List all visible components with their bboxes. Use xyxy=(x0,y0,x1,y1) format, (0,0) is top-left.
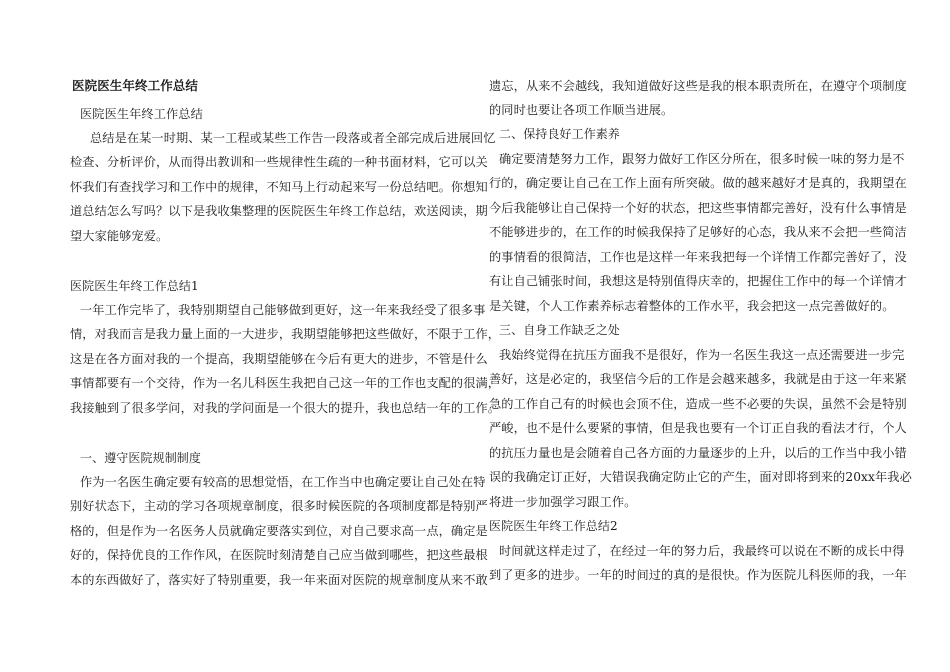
paragraph-line: 将进一步加强学习跟工作。 xyxy=(489,495,637,509)
paragraph-line: 时间就这样走过了，在经过一年的努力后，我最终可以说在不断的成长中得 xyxy=(499,544,905,558)
section-heading: 医院医生年终工作总结2 xyxy=(489,519,618,533)
paragraph-line: 遗忘，从来不会越线，我知道做好这些是我的根本职责所在，在遵守个项制度 xyxy=(489,79,907,93)
paragraph-line: 事情都要有一个交待，作为一名儿科医生我把自己这一年的工作也支配的很满， xyxy=(70,376,501,390)
paragraph-line: 是关键，个人工作素养标志着整体的工作水平，我会把这一点完善做好的。 xyxy=(489,299,895,313)
paragraph-line: 确定要清楚努力工作，跟努力做好工作区分所在，很多时候一味的努力是不 xyxy=(499,152,905,166)
paragraph-line: 行的，确定要让自己在工作上面有所突破。做的越来越好才是真的，我期望在 xyxy=(489,176,907,190)
paragraph-line: 望大家能够宠爱。 xyxy=(70,229,169,243)
paragraph-line: 本的东西做好了，落实好了特别重要，我一年来面对医院的规章制度从来不敢 xyxy=(70,573,488,587)
paragraph-line: 一年工作完毕了，我特别期望自己能够做到更好，这一年来我经受了很多事 xyxy=(80,303,486,317)
paragraph-line: 好的，保持优良的工作作风，在医院时刻清楚自己应当做到哪些，把这些最根 xyxy=(70,548,488,562)
section-heading: 三、自身工作缺乏之处 xyxy=(499,323,621,337)
paragraph-line: 格的，但是作为一名医务人员就确定要落实到位，对自己要求高一点，确定是 xyxy=(70,524,488,538)
paragraph-line: 到了更多的进步。一年的时间过的真的是很快。作为医院儿科医师的我，一年 xyxy=(489,568,907,582)
paragraph-line: 这是在各方面对我的一个提高，我期望能够在今后有更大的进步，不管是什么 xyxy=(70,352,488,366)
paragraph-line: 道总结怎么写吗？以下是我收集整理的医院医生年终工作总结，欢送阅读，期 xyxy=(70,204,488,218)
paragraph-line: 的同时也要让各项工作顺当进展。 xyxy=(489,103,674,117)
section-heading: 一、遵守医院规制制度 xyxy=(80,451,202,465)
paragraph-line: 的事情看的很简洁，工作也是这样一年来我把每一个详情工作都完善好了，没 xyxy=(489,250,907,264)
paragraph-line: 别好状态下，主动的学习各项规章制度，很多时候医院的各项制度都是特别严 xyxy=(70,499,488,513)
paragraph-line: 有让自己铺张时间，我想这是特别值得庆幸的，把握住工作中的每一个详情才 xyxy=(489,274,907,288)
subtitle-line: 医院医生年终工作总结 xyxy=(80,107,203,121)
paragraph-line: 误的我确定订正好，大错误我确定防止它的产生，面对即将到来的20xx年我必 xyxy=(489,470,912,484)
paragraph-line: 我始终觉得在抗压方面我不是很好，作为一名医生我这一点还需要进一步完 xyxy=(499,348,905,362)
paragraph-line: 急的工作自己有的时候也会顶不住，造成一些不必要的失误，虽然不会是特别 xyxy=(489,397,907,411)
paragraph-line: 总结是在某一时期、某一工程或某些工作告一段落或者全部完成后进展回忆 xyxy=(90,131,496,145)
paragraph-line: 今后我能够让自己保持一个好的状态，把这些事情都完善好，没有什么事情是 xyxy=(489,201,907,215)
paragraph-line: 作为一名医生确定要有较高的思想觉悟，在工作当中也确定要让自己处在特 xyxy=(80,475,486,489)
paragraph-line: 的抗压力量也是会随着自己各方面的力量逐步的上升，以后的工作当中我小错 xyxy=(489,446,907,460)
section-heading: 二、保持良好工作素养 xyxy=(499,127,621,141)
paragraph-line: 善好，这是必定的，我坚信今后的工作是会越来越多，我就是由于这一年来紧 xyxy=(489,372,907,386)
paragraph-line: 我接触到了很多学问，对我的学问面是一个很大的提升，我也总结一年的工作。 xyxy=(70,401,501,415)
paragraph-line: 严峻，也不是什么要紧的事情，但是我也要有一个订正自我的看法才行，个人 xyxy=(489,421,907,435)
document-title: 医院医生年终工作总结 xyxy=(72,78,199,93)
section-heading: 医院医生年终工作总结1 xyxy=(70,279,199,293)
paragraph-line: 检查、分析评价，从而得出教训和一些规律性生疏的一种书面材料，它可以关 xyxy=(70,155,488,169)
paragraph-line: 情，对我而言是我力量上面的一大进步，我期望能够把这些做好，不限于工作， xyxy=(70,327,501,341)
paragraph-line: 怀我们有查找学习和工作中的规律，不知马上行动起来写一份总结吧。你想知 xyxy=(70,180,488,194)
paragraph-line: 不能够进步的，在工作的时候我保持了足够好的心态，我从来不会把一些简洁 xyxy=(489,225,907,239)
